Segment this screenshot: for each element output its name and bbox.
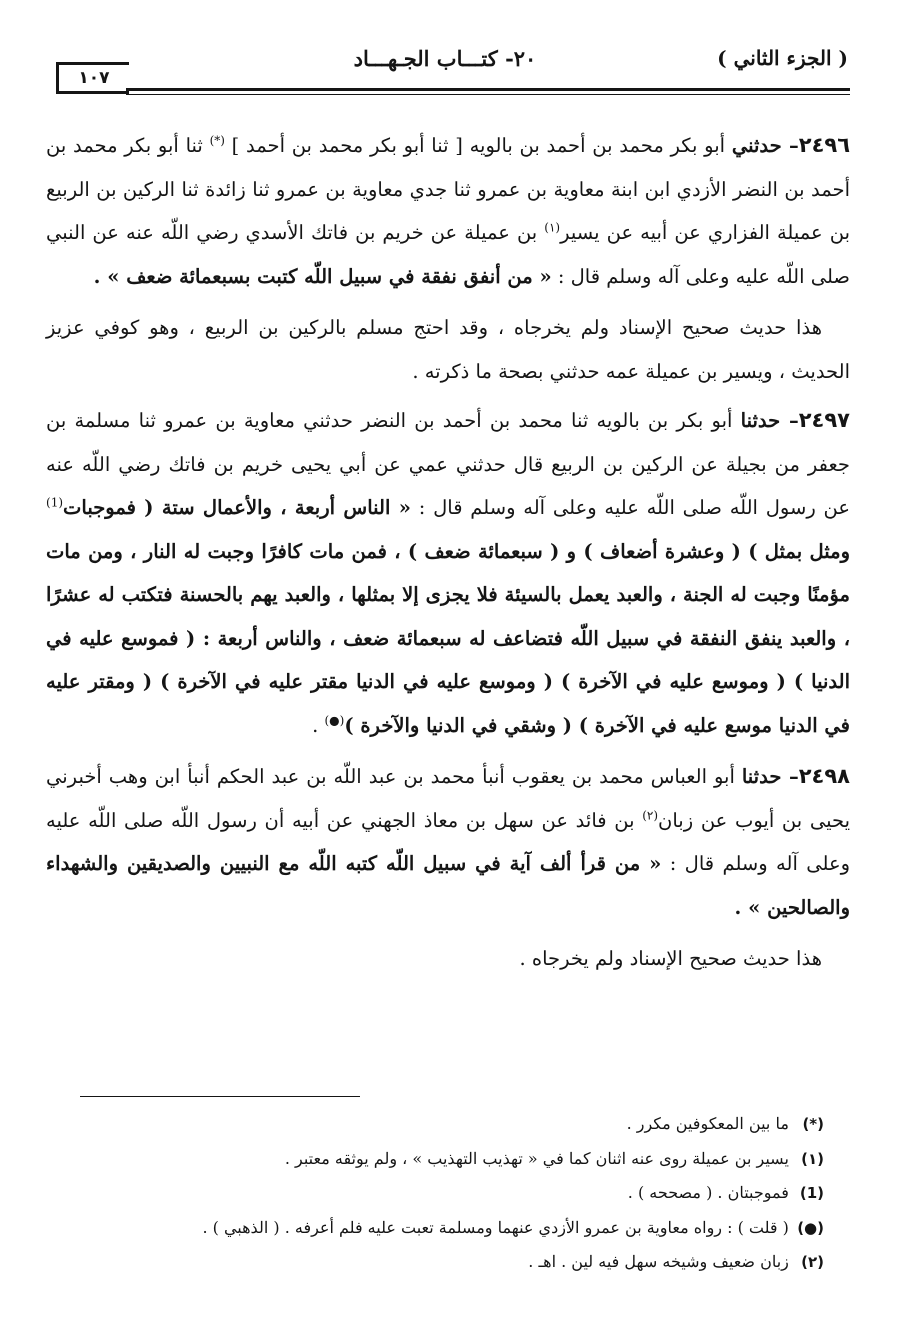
footnote [46,1211,824,1246]
hadith-end: . [312,713,325,737]
book-page [40,42,850,1312]
footnote-text: فموجبتان . ( مصححه ) . [627,1183,789,1202]
footnote-mark: (●) [797,1218,824,1237]
footnote [46,1176,824,1211]
footnote-mark: (١) [801,1149,824,1168]
hadith-text: أبو بكر محمد بن أحمد بن بالويه [ ثنا أبو بكر محمد بن أحمد ] [231,134,726,157]
footnote [46,1245,824,1280]
footnote-ref[interactable]: (١) [544,220,561,235]
footnote-ref[interactable]: (٢) [642,808,659,822]
hadith-2497 [46,399,850,747]
hadith-lead: – حدثنا [740,409,799,432]
footnote-ref[interactable]: (*) [209,133,225,148]
header-rule [126,88,850,95]
footnote [46,1142,824,1177]
footnote-ref[interactable]: (1) [46,495,64,510]
hadith-number: ٢٤٩٦ [798,133,851,157]
hadith-grade: هذا حديث صحيح الإسناد ولم يخرجاه . [519,947,822,970]
hadith-text: أبو العباس محمد بن يعقوب أنبأ محمد بن عبد اللّه بن عبد الحكم أنبأ ابن وهب أخبرني يحيى بن أيوب عن زبان [46,765,850,832]
chapter-title: ٢٠- كتـــاب الجـهـــاد [353,46,537,71]
hadith-quote: « من قرأ ألف آية في سبيل اللّه كتبه اللّه مع النبيين والصديقين والشهداء والصالحين » . [46,852,850,919]
hadith-quote: « من أنفق نفقة في سبيل اللّه كتبت بسبعمائة ضعف » . [93,264,552,288]
running-header [40,42,850,94]
hadith-lead: – حدثنا [741,765,799,788]
volume-label: ( الجزء الثاني ) [717,46,848,70]
main-text [46,124,850,987]
footnote-text: ( قلت ) : رواه معاوية بن عمرو الأزدي عنهما ومسلمة تعبت عليه فلم أعرفه . ( الذهبي ) . [202,1217,789,1237]
footnote-text: ما بين المعكوفين مكرر . [626,1114,789,1133]
footnote-mark: (*) [802,1115,824,1133]
hadith-text: ثنا أبو بكر محمد بن أحمد بن النضر الأزدي ابن ابنة معاوية بن عمرو ثنا جدي معاوية بن عمرو ثنا زائدة ثنا الركين بن الربيع بن عميلة الفزاري عن أبيه عن يسير [46,134,850,244]
hadith-number: ٢٤٩٨ [798,764,850,788]
footnote-mark: (٢) [801,1253,824,1271]
footnote-separator [80,1096,360,1097]
footnotes [46,1107,824,1280]
footnote-text: يسير بن عميلة روى عنه اثنان كما في « تهذيب التهذيب » ، ولم يوثقه معتبر . [284,1148,789,1168]
hadith-lead: – حدثني [731,134,799,157]
hadith-2498 [46,755,850,929]
footnote-ref[interactable]: (●) [324,713,345,727]
hadith-quote: ومثل بمثل ) ( وعشرة أضعاف ) و ( سبعمائة ضعف ) ، فمن مات كافرًا وجبت له النار ، ومن مات مؤمنًا وجبت له الجنة ، والعبد يعمل بالسيئة فلا يجزى إلا بمثلها ، والعبد يهم بالحسنة فتكتب له عشرًا ، والعبد ينفق النفقة في سبيل اللّه فتضاعف له سبعمائة ضعف ، والناس أربعة : ( فموسع عليه في الدنيا ) ( وموسع عليه في الآخرة ) ( وموسع عليه في الدنيا مقتر عليه في الآخرة ) ( ومقتر عليه في الدنيا موسع عليه في الآخرة ) ( وشقي في الدنيا والآخرة ) [46,539,850,737]
page-number: ١٠٧ [56,62,129,94]
hadith-2496 [46,124,850,298]
hadith-quote: « الناس أربعة ، والأعمال ستة ( فموجبات [63,496,411,519]
hadith-grade: هذا حديث صحيح الإسناد ولم يخرجاه ، وقد احتج مسلم بالركين بن الربيع ، وهو كوفي عزيز الحديث ، ويسير بن عميلة عمه حدثني بصحة ما ذكرته . [46,316,850,383]
footnote-mark: (1) [799,1184,824,1202]
footnote-text: زبان ضعيف وشيخه سهل فيه لين . اهـ . [528,1252,789,1271]
hadith-number: ٢٤٩٧ [798,408,850,432]
hadith-text: أبو بكر بن بالويه ثنا محمد بن أحمد بن النضر حدثني معاوية بن عمرو ثنا مسلمة بن جعفر من بجيلة عن الركين بن الربيع قال حدثني عمي عن أبي يحيى خريم بن فاتك رضي اللّه عنه عن رسول اللّه صلى اللّه عليه وعلى آله وسلم قال : [46,409,850,519]
footnote [46,1107,824,1142]
hadith-text: بن عميلة عن خريم بن فاتك الأسدي رضي اللّه عنه عن النبي صلى اللّه عليه وعلى آله وسلم قال : [46,221,850,288]
hadith-text: بن فائد عن سهل بن معاذ الجهني عن أبيه أن رسول اللّه صلى اللّه عليه وعلى آله وسلم قال : [46,808,850,875]
